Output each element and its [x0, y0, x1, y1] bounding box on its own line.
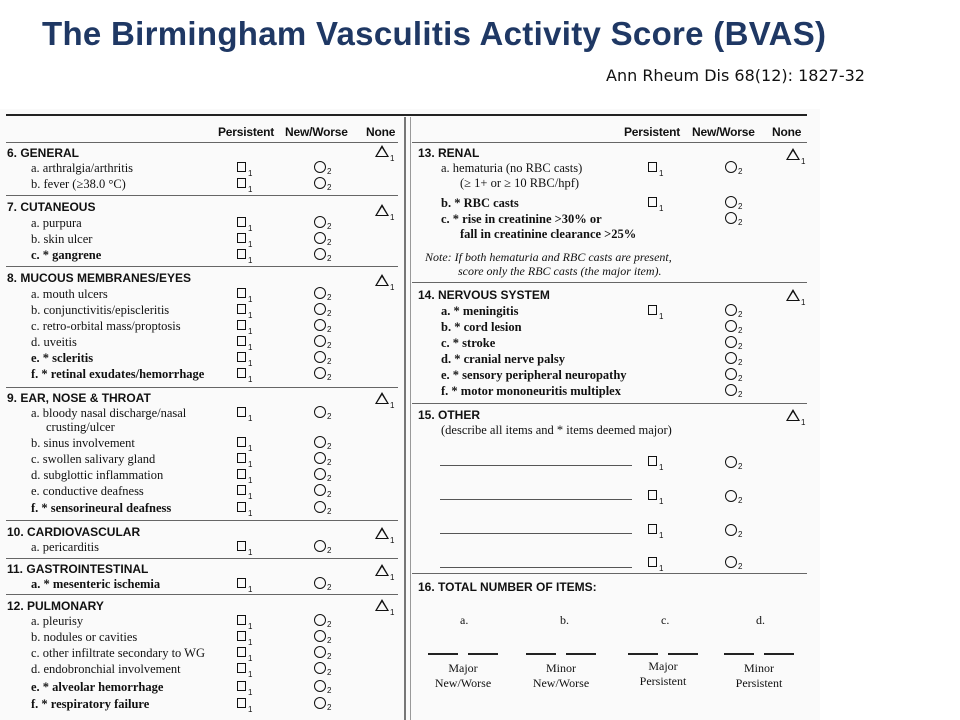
persistent-checkbox[interactable] [237, 647, 246, 657]
item-conjunctivitis: b. conjunctivitis/episcleritis [31, 303, 170, 317]
column-divider-inner [410, 117, 411, 720]
item-hematuria: a. hematuria (no RBC casts) [441, 161, 583, 175]
persistent-checkbox[interactable] [237, 288, 246, 298]
total-slot[interactable] [526, 653, 556, 655]
none-triangle-icon[interactable] [786, 289, 800, 301]
other-entry-line[interactable] [440, 567, 632, 568]
item-mesenteric: a. * mesenteric ischemia [31, 577, 161, 591]
item-creatinine-cont: fall in creatinine clearance >25% [460, 227, 637, 241]
persistent-checkbox[interactable] [648, 305, 657, 315]
persistent-checkbox[interactable] [237, 178, 246, 188]
renal-note-1: Note: If both hematuria and RBC casts are present, [425, 250, 672, 264]
new-worse-radio[interactable] [314, 232, 326, 244]
section-cutaneous-title: 7. CUTANEOUS [7, 200, 96, 214]
new-worse-radio[interactable] [314, 484, 326, 496]
item-rbc-casts: b. * RBC casts [441, 196, 519, 210]
renal-note-2: score only the RBC casts (the major item). [458, 264, 662, 278]
item-cranial-nerve: d. * cranial nerve palsy [441, 352, 565, 366]
item-pericarditis: a. pericarditis [31, 540, 100, 554]
new-worse-radio[interactable] [314, 335, 326, 347]
form-top-rule [6, 114, 807, 116]
header-new-worse-left: New/Worse [285, 125, 348, 139]
new-worse-radio[interactable] [314, 367, 326, 379]
persistent-checkbox[interactable] [648, 490, 657, 500]
header-persistent-right: Persistent [624, 125, 681, 139]
total-letter-b: b. [560, 613, 569, 627]
bvas-form: Persistent New/Worse None Persistent New/Worse None 6. GENERAL 1 a. arthralgia/arthritis 1 2 b. fever (≥38.0 °C) 1 2 7. CUTANEOUS 1 a. purpura 1 2 b. skin ulcer 1 2 c. * gangrene 1 2 8. MUCOUS MEMBRANES/EYES 1 a. mouth ulcers 1 2 b. conjunctivitis/episcleritis 1 2 c. retro-orbital mass/proptosis 1 2 d. uveitis 1 2 e. * scleritis 1 2 f. * retinal exudates/hemorrhage 1 2 9. EAR, NOSE & THROAT 1 a. bloody nasal discharge/nasal 1 2 crusting/ulcer b. sinus involvement 1 2 c. swollen salivary gland 1 2 d. subglottic inflammation 1 2 e. conductive deafness 1 2 f. * sensorineural deafness 1 2 10. CARDIOVASCULAR 1 a. pericarditis 1 2 11. GASTROINTESTINAL 1 a. * mesenteric ischemia 1 2 12. PULMONARY 1 a. pleurisy 1 2 b. nodules or cavities 1 2 c. other infiltrate secondary to WG 1 2 d. endobronchial involvement 1 2 e. * alveolar hemorrhage 1 2 f. * respiratory failure 1 2 13. RENAL 1 a. hematuria (no RBC casts) 1 2 (≥ 1+ or ≥ 10 RBC/hpf) b. * RBC casts 1 2 c. * rise in creatinine >30% or 2 fall in creatinine clearance >25% Note: If both hematuria and RBC casts are present, score only the RBC casts (the major item). 14. NERVOUS SYSTEM 1 a. * meningitis 1 2 b. * cord lesion 2 c. * stroke 2 d. * cranial nerve palsy 2 e. * sensory peripheral neuropathy 2 f. * motor mononeuritis multiplex 2 15. OTHER 1 (describe all items and * items deemed major) 1 2 1 2 1 2 1 2 16. TOTAL NUMBER OF ITEMS: a. b. c. d. Major New/Worse Minor New/Worse Major Persistent Minor Persistent [0, 109, 820, 720]
persistent-checkbox[interactable] [237, 615, 246, 625]
persistent-checkbox[interactable] [237, 631, 246, 641]
item-uveitis: d. uveitis [31, 335, 77, 349]
header-none-left: None [366, 125, 396, 139]
persistent-checkbox[interactable] [237, 162, 246, 172]
item-gangrene: c. * gangrene [31, 248, 102, 262]
persistent-checkbox[interactable] [237, 681, 246, 691]
new-worse-radio[interactable] [725, 456, 737, 468]
section-total-title: 16. TOTAL NUMBER OF ITEMS: [418, 580, 597, 594]
total-slot[interactable] [764, 653, 794, 655]
new-worse-radio[interactable] [725, 384, 737, 396]
none-triangle-icon[interactable] [375, 564, 389, 576]
none-triangle-icon[interactable] [375, 204, 389, 216]
new-worse-radio[interactable] [725, 368, 737, 380]
persistent-checkbox[interactable] [237, 485, 246, 495]
section-divider [6, 266, 398, 267]
header-new-worse-right: New/Worse [692, 125, 755, 139]
section-ent-title: 9. EAR, NOSE & THROAT [7, 391, 151, 405]
section-nervous-title: 14. NERVOUS SYSTEM [418, 288, 550, 302]
persistent-checkbox[interactable] [237, 663, 246, 673]
new-worse-radio[interactable] [314, 216, 326, 228]
none-triangle-icon[interactable] [786, 409, 800, 421]
item-meningitis: a. * meningitis [441, 304, 519, 318]
persistent-checkbox[interactable] [237, 407, 246, 417]
item-mononeuritis: f. * motor mononeuritis multiplex [441, 384, 621, 398]
item-alveolar-hemorrhage: e. * alveolar hemorrhage [31, 680, 164, 694]
new-worse-radio[interactable] [314, 468, 326, 480]
item-endobronchial: d. endobronchial involvement [31, 662, 181, 676]
item-sensorineural-deafness: f. * sensorineural deafness [31, 501, 172, 515]
new-worse-radio[interactable] [314, 161, 326, 173]
item-arthralgia: a. arthralgia/arthritis [31, 161, 134, 175]
column-divider [404, 117, 406, 720]
none-triangle-icon[interactable] [375, 599, 389, 611]
persistent-checkbox[interactable] [237, 453, 246, 463]
persistent-checkbox[interactable] [237, 217, 246, 227]
item-mouth-ulcers: a. mouth ulcers [31, 287, 108, 301]
new-worse-radio[interactable] [314, 501, 326, 513]
item-hematuria-cont: (≥ 1+ or ≥ 10 RBC/hpf) [460, 176, 580, 190]
item-pleurisy: a. pleurisy [31, 614, 84, 628]
new-worse-radio[interactable] [725, 524, 737, 536]
total-label-c-line1: Major [648, 659, 678, 673]
total-letter-a: a. [460, 613, 469, 627]
persistent-checkbox[interactable] [237, 249, 246, 259]
item-subglottic: d. subglottic inflammation [31, 468, 164, 482]
persistent-checkbox[interactable] [237, 698, 246, 708]
new-worse-radio[interactable] [314, 697, 326, 709]
new-worse-radio[interactable] [314, 287, 326, 299]
section-pulmonary-title: 12. PULMONARY [7, 599, 104, 613]
item-fever: b. fever (≥38.0 °C) [31, 177, 126, 191]
total-label-a-line2: New/Worse [434, 676, 492, 690]
new-worse-radio[interactable] [314, 248, 326, 260]
new-worse-radio[interactable] [725, 161, 737, 173]
item-skin-ulcer: b. skin ulcer [31, 232, 93, 246]
none-triangle-icon[interactable] [375, 274, 389, 286]
persistent-checkbox[interactable] [648, 557, 657, 567]
persistent-checkbox[interactable] [237, 368, 246, 378]
section-mucous-title: 8. MUCOUS MEMBRANES/EYES [7, 271, 192, 285]
new-worse-radio[interactable] [725, 556, 737, 568]
total-slot[interactable] [566, 653, 596, 655]
total-label-b-line1: Minor [546, 661, 576, 675]
new-worse-radio[interactable] [314, 680, 326, 692]
none-triangle-icon[interactable] [375, 145, 389, 157]
other-entry-line[interactable] [440, 499, 632, 500]
persistent-checkbox[interactable] [648, 197, 657, 207]
item-salivary: c. swollen salivary gland [31, 452, 156, 466]
new-worse-radio[interactable] [314, 630, 326, 642]
item-nodules: b. nodules or cavities [31, 630, 138, 644]
slide-title: The Birmingham Vasculitis Activity Score (BVAS) [42, 15, 827, 52]
persistent-checkbox[interactable] [237, 469, 246, 479]
total-label-c-line2: Persistent [639, 674, 687, 688]
persistent-checkbox[interactable] [237, 233, 246, 243]
section-divider [412, 142, 807, 143]
total-label-a [423, 661, 503, 691]
persistent-checkbox[interactable] [237, 352, 246, 362]
total-label-d-line1: Minor [744, 661, 774, 675]
item-purpura: a. purpura [31, 216, 82, 230]
item-respiratory-failure: f. * respiratory failure [31, 697, 150, 711]
item-scleritis: e. * scleritis [31, 351, 94, 365]
new-worse-radio[interactable] [725, 490, 737, 502]
section-divider [6, 195, 398, 196]
section-divider [6, 558, 398, 559]
section-divider [6, 594, 398, 595]
other-entry-line[interactable] [440, 465, 632, 466]
item-creatinine: c. * rise in creatinine >30% or [441, 212, 602, 226]
item-retinal-exudates: f. * retinal exudates/hemorrhage [31, 367, 205, 381]
section-divider [6, 142, 398, 143]
new-worse-radio[interactable] [314, 319, 326, 331]
item-conductive-deafness: e. conductive deafness [31, 484, 144, 498]
persistent-checkbox[interactable] [237, 336, 246, 346]
persistent-checkbox[interactable] [237, 502, 246, 512]
section-divider [412, 282, 807, 283]
new-worse-radio[interactable] [725, 196, 737, 208]
section-gi-title: 11. GASTROINTESTINAL [7, 562, 149, 576]
total-slot[interactable] [724, 653, 754, 655]
total-slot[interactable] [668, 653, 698, 655]
new-worse-radio[interactable] [314, 452, 326, 464]
item-cord-lesion: b. * cord lesion [441, 320, 522, 334]
section-divider [6, 520, 398, 521]
other-instructions: (describe all items and * items deemed major) [441, 423, 672, 437]
new-worse-radio[interactable] [314, 577, 326, 589]
persistent-checkbox[interactable] [648, 162, 657, 172]
new-worse-radio[interactable] [314, 303, 326, 315]
total-letter-c: c. [661, 613, 670, 627]
total-label-d-line2: Persistent [735, 676, 783, 690]
total-label-b-line2: New/Worse [532, 676, 590, 690]
item-sinus: b. sinus involvement [31, 436, 135, 450]
section-cardio-title: 10. CARDIOVASCULAR [7, 525, 141, 539]
new-worse-radio[interactable] [314, 646, 326, 658]
persistent-checkbox[interactable] [237, 578, 246, 588]
new-worse-radio[interactable] [314, 351, 326, 363]
new-worse-radio[interactable] [314, 406, 326, 418]
section-divider [412, 573, 807, 574]
new-worse-radio[interactable] [314, 436, 326, 448]
persistent-checkbox[interactable] [237, 320, 246, 330]
total-slot[interactable] [468, 653, 498, 655]
new-worse-radio[interactable] [725, 212, 737, 224]
total-slot[interactable] [628, 653, 658, 655]
total-slot[interactable] [428, 653, 458, 655]
persistent-checkbox[interactable] [648, 524, 657, 534]
item-other-infiltrate: c. other infiltrate secondary to WG [31, 646, 206, 660]
new-worse-radio[interactable] [725, 336, 737, 348]
item-sensory-neuropathy: e. * sensory peripheral neuropathy [441, 368, 627, 382]
persistent-checkbox[interactable] [648, 456, 657, 466]
persistent-checkbox[interactable] [237, 304, 246, 314]
section-renal-title: 13. RENAL [418, 146, 480, 160]
new-worse-radio[interactable] [314, 662, 326, 674]
section-general-title: 6. GENERAL [7, 146, 80, 160]
new-worse-radio[interactable] [725, 320, 737, 332]
total-label-d [719, 661, 799, 691]
item-bloody-nasal: a. bloody nasal discharge/nasal [31, 406, 187, 420]
new-worse-radio[interactable] [314, 177, 326, 189]
item-stroke: c. * stroke [441, 336, 496, 350]
new-worse-radio[interactable] [314, 540, 326, 552]
other-entry-line[interactable] [440, 533, 632, 534]
total-label-b [521, 661, 601, 691]
section-other-title: 15. OTHER [418, 408, 481, 422]
header-persistent-left: Persistent [218, 125, 275, 139]
item-bloody-nasal-cont: crusting/ulcer [46, 420, 115, 434]
section-divider [6, 387, 398, 388]
total-label-a-line1: Major [448, 661, 478, 675]
persistent-checkbox[interactable] [237, 541, 246, 551]
none-triangle-icon[interactable] [786, 148, 800, 160]
section-divider [412, 403, 807, 404]
new-worse-radio[interactable] [314, 614, 326, 626]
new-worse-radio[interactable] [725, 352, 737, 364]
header-none-right: None [772, 125, 802, 139]
citation: Ann Rheum Dis 68(12): 1827-32 [606, 66, 865, 85]
new-worse-radio[interactable] [725, 304, 737, 316]
none-triangle-icon[interactable] [375, 527, 389, 539]
persistent-checkbox[interactable] [237, 437, 246, 447]
item-retro-orbital: c. retro-orbital mass/proptosis [31, 319, 181, 333]
total-label-c [623, 659, 703, 689]
total-letter-d: d. [756, 613, 765, 627]
none-triangle-icon[interactable] [375, 392, 389, 404]
